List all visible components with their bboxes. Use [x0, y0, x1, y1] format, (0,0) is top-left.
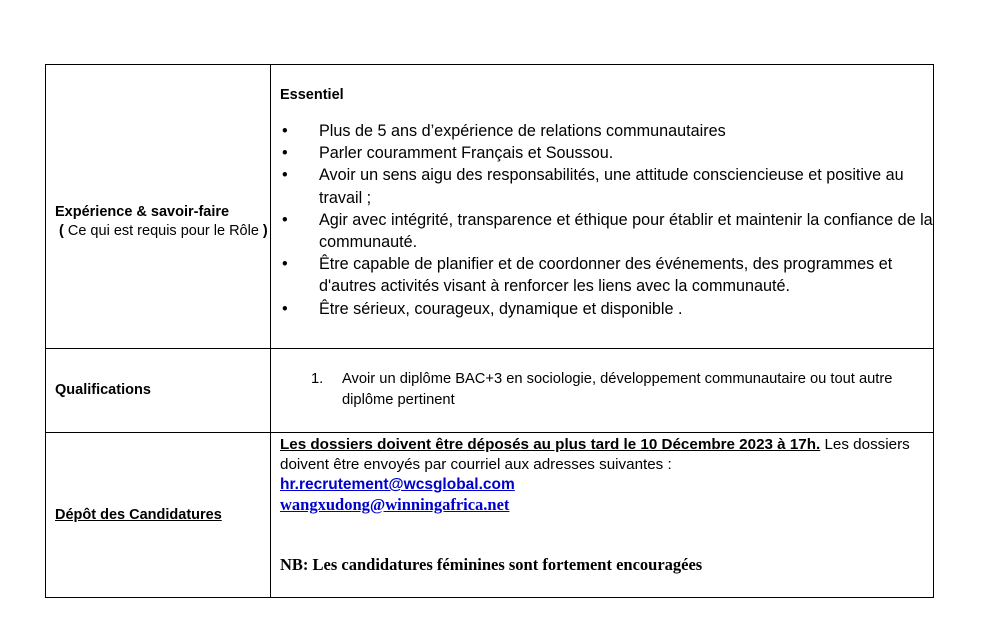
section-title-essentiel: Essentiel: [280, 87, 344, 103]
experience-bullet-text: Avoir un sens aigu des responsabilités, une attitude consciencieuse et positive au travail ;: [319, 166, 904, 207]
depot-content: [271, 433, 933, 575]
nb-note: NB: Les candidatures féminines sont fortement encouragées: [280, 555, 703, 574]
experience-row: [46, 65, 934, 349]
experience-label-paren-close: ): [262, 222, 268, 239]
bullet-icon: •: [282, 166, 288, 185]
depot-label: Dépôt des Candidatures: [55, 506, 222, 523]
experience-label-paren-open: (: [59, 222, 64, 239]
experience-label: [46, 173, 270, 241]
experience-label-cell: [46, 65, 271, 349]
email-link-hr[interactable]: hr.recrutement@wcsglobal.com: [280, 476, 515, 493]
experience-bullet-item: [282, 142, 933, 164]
qualification-text: Avoir un diplôme BAC+3 en sociologie, développement communautaire ou tout autre diplôme pertinent: [342, 371, 893, 408]
bullet-icon: •: [282, 210, 288, 229]
experience-bullet-item: [282, 209, 933, 253]
experience-bullet-text: Être capable de planifier et de coordonner des événements, des programmes et d'autres activités visant à renforcer les liens avec la communauté.: [319, 255, 893, 296]
experience-bullet-text: Être sérieux, courageux, dynamique et disponible .: [319, 299, 683, 318]
qualifications-label: Qualifications: [55, 382, 151, 398]
bullet-icon: •: [282, 255, 288, 274]
instruction-text: Les dossiers doivent être envoyés par courriel aux adresses suivantes :: [280, 436, 910, 473]
bullet-icon: •: [282, 122, 288, 140]
experience-bullet-text: Parler couramment Français et Soussou.: [319, 144, 614, 163]
experience-bullet-item: [282, 253, 933, 297]
qualifications-list: [271, 369, 933, 411]
depot-label-cell: [46, 433, 271, 598]
experience-bullet-item: [282, 164, 933, 208]
email-link-wangxudong[interactable]: wangxudong@winningafrica.net: [280, 495, 510, 514]
depot-content-cell: [271, 433, 934, 598]
qualification-number: 1.: [311, 371, 324, 387]
qualifications-content-cell: [271, 349, 934, 433]
experience-label-note: Ce qui est requis pour le Rôle: [63, 222, 263, 239]
experience-bullet-item: [282, 120, 933, 142]
experience-bullet-list: [271, 120, 933, 320]
experience-label-title: Expérience & savoir-faire: [55, 203, 230, 220]
experience-content-cell: [271, 65, 934, 349]
qualification-item: [311, 369, 933, 411]
bullet-icon: •: [282, 144, 288, 163]
qualifications-label-cell: [46, 349, 271, 433]
bullet-icon: •: [282, 299, 288, 318]
requirements-table: [45, 64, 934, 598]
experience-bullet-text: Plus de 5 ans d’expérience de relations communautaires: [319, 122, 726, 140]
experience-bullet-item: [282, 298, 933, 320]
qualifications-row: [46, 349, 934, 433]
experience-bullet-text: Agir avec intégrité, transparence et éthique pour établir et maintenir la confiance de la communauté.: [319, 210, 933, 252]
depot-row: [46, 433, 934, 598]
deadline-text: Les dossiers doivent être déposés au plus tard le 10 Décembre 2023 à 17h.: [280, 436, 821, 453]
